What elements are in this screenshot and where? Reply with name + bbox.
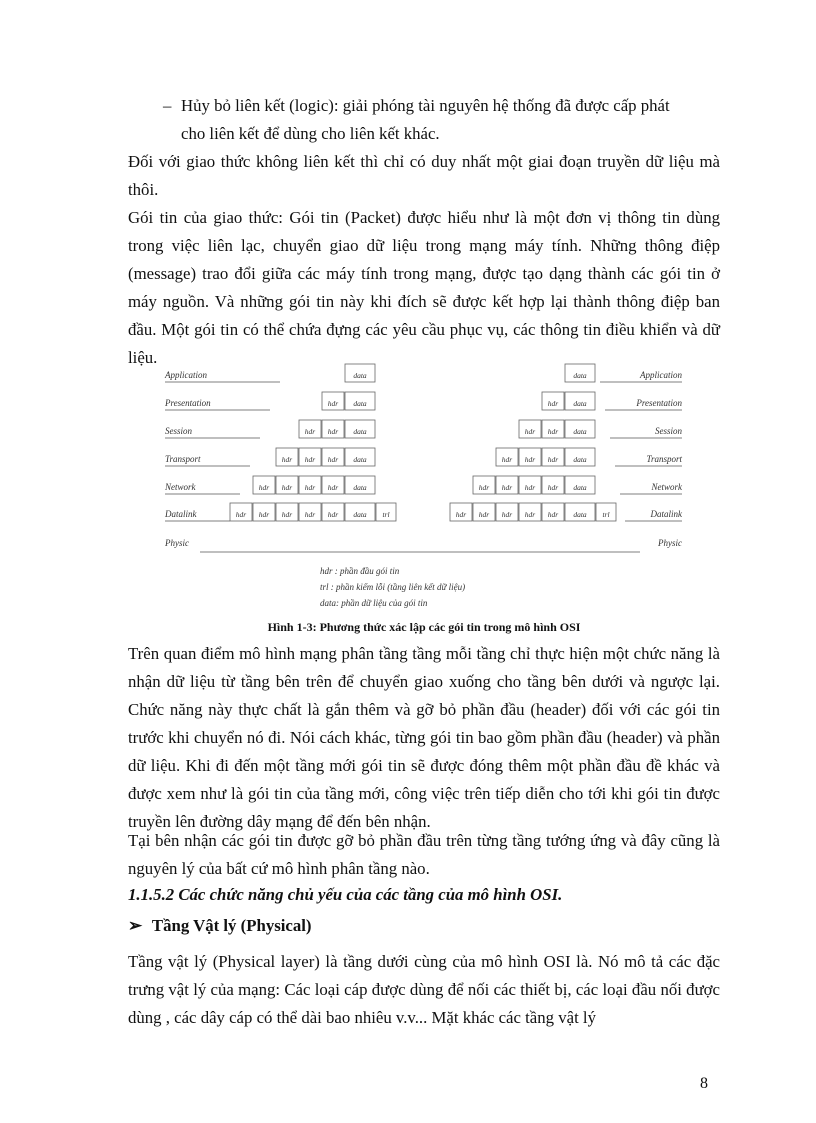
right-data-label: data (573, 483, 587, 492)
right-hdr-label: hdr (501, 510, 513, 519)
left-layer-datalink: Datalink (165, 509, 197, 519)
section-heading: 1.1.5.2 Các chức năng chủ yếu của các tầng của mô hình OSI. (128, 885, 563, 904)
figure-caption: Hình 1-3: Phương thức xác lập các gói tin trong mô hình OSI (267, 620, 581, 634)
right-hdr-label: hdr (501, 483, 513, 492)
diagram-legend (320, 563, 465, 611)
right-data-label: data (573, 399, 587, 408)
right-data-label: data (573, 427, 587, 436)
left-hdr-label: hdr (327, 427, 339, 436)
right-hdr-label: hdr (547, 510, 559, 519)
left-data-label: data (353, 427, 367, 436)
left-data-label: data (353, 510, 367, 519)
right-hdr-label: hdr (478, 510, 490, 519)
bullet-line-2: cho liên kết để dùng cho liên kết khác. (181, 124, 440, 143)
left-hdr-label: hdr (258, 483, 270, 492)
right-data-label: data (573, 510, 587, 519)
right-hdr-label: hdr (524, 455, 536, 464)
legend-trl: trl : phần kiểm lỗi (tầng liên kết dữ liệu) (320, 582, 466, 592)
left-layer-physic: Physic (165, 538, 189, 548)
right-hdr-label: hdr (455, 510, 467, 519)
right-layer-network: Network (651, 482, 682, 492)
legend-data: data: phần dữ liệu của gói tin (320, 598, 428, 608)
left-hdr-label: hdr (327, 399, 339, 408)
left-layer-session: Session (165, 426, 192, 436)
left-hdr-label: hdr (304, 483, 316, 492)
left-hdr-label: hdr (235, 510, 247, 519)
left-data-label: data (353, 399, 367, 408)
left-hdr-label: hdr (304, 510, 316, 519)
right-hdr-label: hdr (501, 455, 513, 464)
right-hdr-label: hdr (547, 455, 559, 464)
right-hdr-label: hdr (478, 483, 490, 492)
right-layer-presentation: Presentation (636, 398, 682, 408)
left-hdr-label: hdr (327, 455, 339, 464)
right-layer-datalink: Datalink (650, 509, 682, 519)
paragraph-1: Đối với giao thức không liên kết thì chỉ có duy nhất một giai đoạn truyền dữ liệu mà thôi. (128, 152, 720, 199)
paragraph-4: Tại bên nhận các gói tin được gỡ bỏ phần đầu trên từng tầng tướng ứng và đây cũng là nguyên lý của bất cứ mô hình phân tầng nào. (128, 831, 720, 878)
arrow-bullet-icon: ➢ (128, 916, 143, 935)
left-hdr-label: hdr (281, 483, 293, 492)
subsection-title: Tầng Vật lý (Physical) (151, 916, 312, 935)
bullet-item (163, 92, 720, 148)
page-number: 8 (700, 1075, 708, 1092)
paragraph-3: Trên quan điểm mô hình mạng phân tầng tầng mỗi tầng chỉ thực hiện một chức năng là nhận dữ liệu từ tầng bên trên để chuyển giao xuống cho tầng bên dưới và ngược lại. Chức năng này thực chất là gắn thêm và gỡ bỏ phần đầu (header) đối với các gói tin trước khi chuyển nó đi. Nói cách khác, từng gói tin bao gồm phần đầu (header) và phần dữ liệu. Khi đi đến một tầng mới gói tin sẽ được đóng thêm một phần đầu đề khác và được xem như là gói tin của tầng mới, công việc trên tiếp diễn cho tới khi gói tin được truyền lên đường dây mạng để đến bên nhận. (128, 644, 720, 831)
left-layer-network: Network (165, 482, 196, 492)
left-data-label: data (353, 455, 367, 464)
left-layer-transport: Transport (165, 454, 201, 464)
right-hdr-label: hdr (524, 510, 536, 519)
left-data-label: data (353, 483, 367, 492)
subsection-heading (128, 915, 312, 936)
legend-hdr: hdr : phần đầu gói tin (320, 566, 400, 576)
right-trl-label: trl (602, 510, 610, 519)
right-layer-application: Application (640, 370, 682, 380)
right-layer-physic: Physic (658, 538, 682, 548)
right-hdr-label: hdr (547, 483, 559, 492)
paragraph-2: Gói tin của giao thức: Gói tin (Packet) được hiểu như là một đơn vị thông tin dùng trong việc liên lạc, chuyển giao dữ liệu trong mạng máy tính. Những thông điệp (message) trao đổi giữa các máy tính trong mạng, được tạo dạng thành các gói tin ở máy nguồn. Và những gói tin này khi đích sẽ được kết hợp lại thành thông điệp ban đầu. Một gói tin có thể chứa đựng các yêu cầu phục vụ, các thông tin điều khiển và dữ liệu. (128, 208, 720, 367)
left-data-label: data (353, 371, 367, 380)
left-hdr-label: hdr (304, 455, 316, 464)
bullet-dash: – (163, 96, 172, 115)
right-hdr-label: hdr (524, 483, 536, 492)
left-hdr-label: hdr (304, 427, 316, 436)
right-data-label: data (573, 455, 587, 464)
paragraph-5: Tầng vật lý (Physical layer) là tầng dưới cùng của mô hình OSI là. Nó mô tả các đặc trưng vật lý của mạng: Các loại cáp được dùng để nối các thiết bị, các loại đầu nối được dùng , các dây cáp có thể dài bao nhiêu v.v... Mặt khác các tầng vật lý (128, 952, 720, 1027)
left-trl-label: trl (382, 510, 390, 519)
left-hdr-label: hdr (258, 510, 270, 519)
left-hdr-label: hdr (281, 510, 293, 519)
left-hdr-label: hdr (327, 510, 339, 519)
right-data-label: data (573, 371, 587, 380)
left-hdr-label: hdr (327, 483, 339, 492)
right-hdr-label: hdr (547, 399, 559, 408)
right-hdr-label: hdr (524, 427, 536, 436)
left-layer-application: Application (165, 370, 207, 380)
bullet-line-1: Hủy bỏ liên kết (logic): giải phóng tài nguyên hệ thống đã được cấp phát (181, 96, 670, 115)
right-layer-transport: Transport (646, 454, 682, 464)
right-hdr-label: hdr (547, 427, 559, 436)
left-hdr-label: hdr (281, 455, 293, 464)
left-layer-presentation: Presentation (165, 398, 211, 408)
right-layer-session: Session (655, 426, 682, 436)
